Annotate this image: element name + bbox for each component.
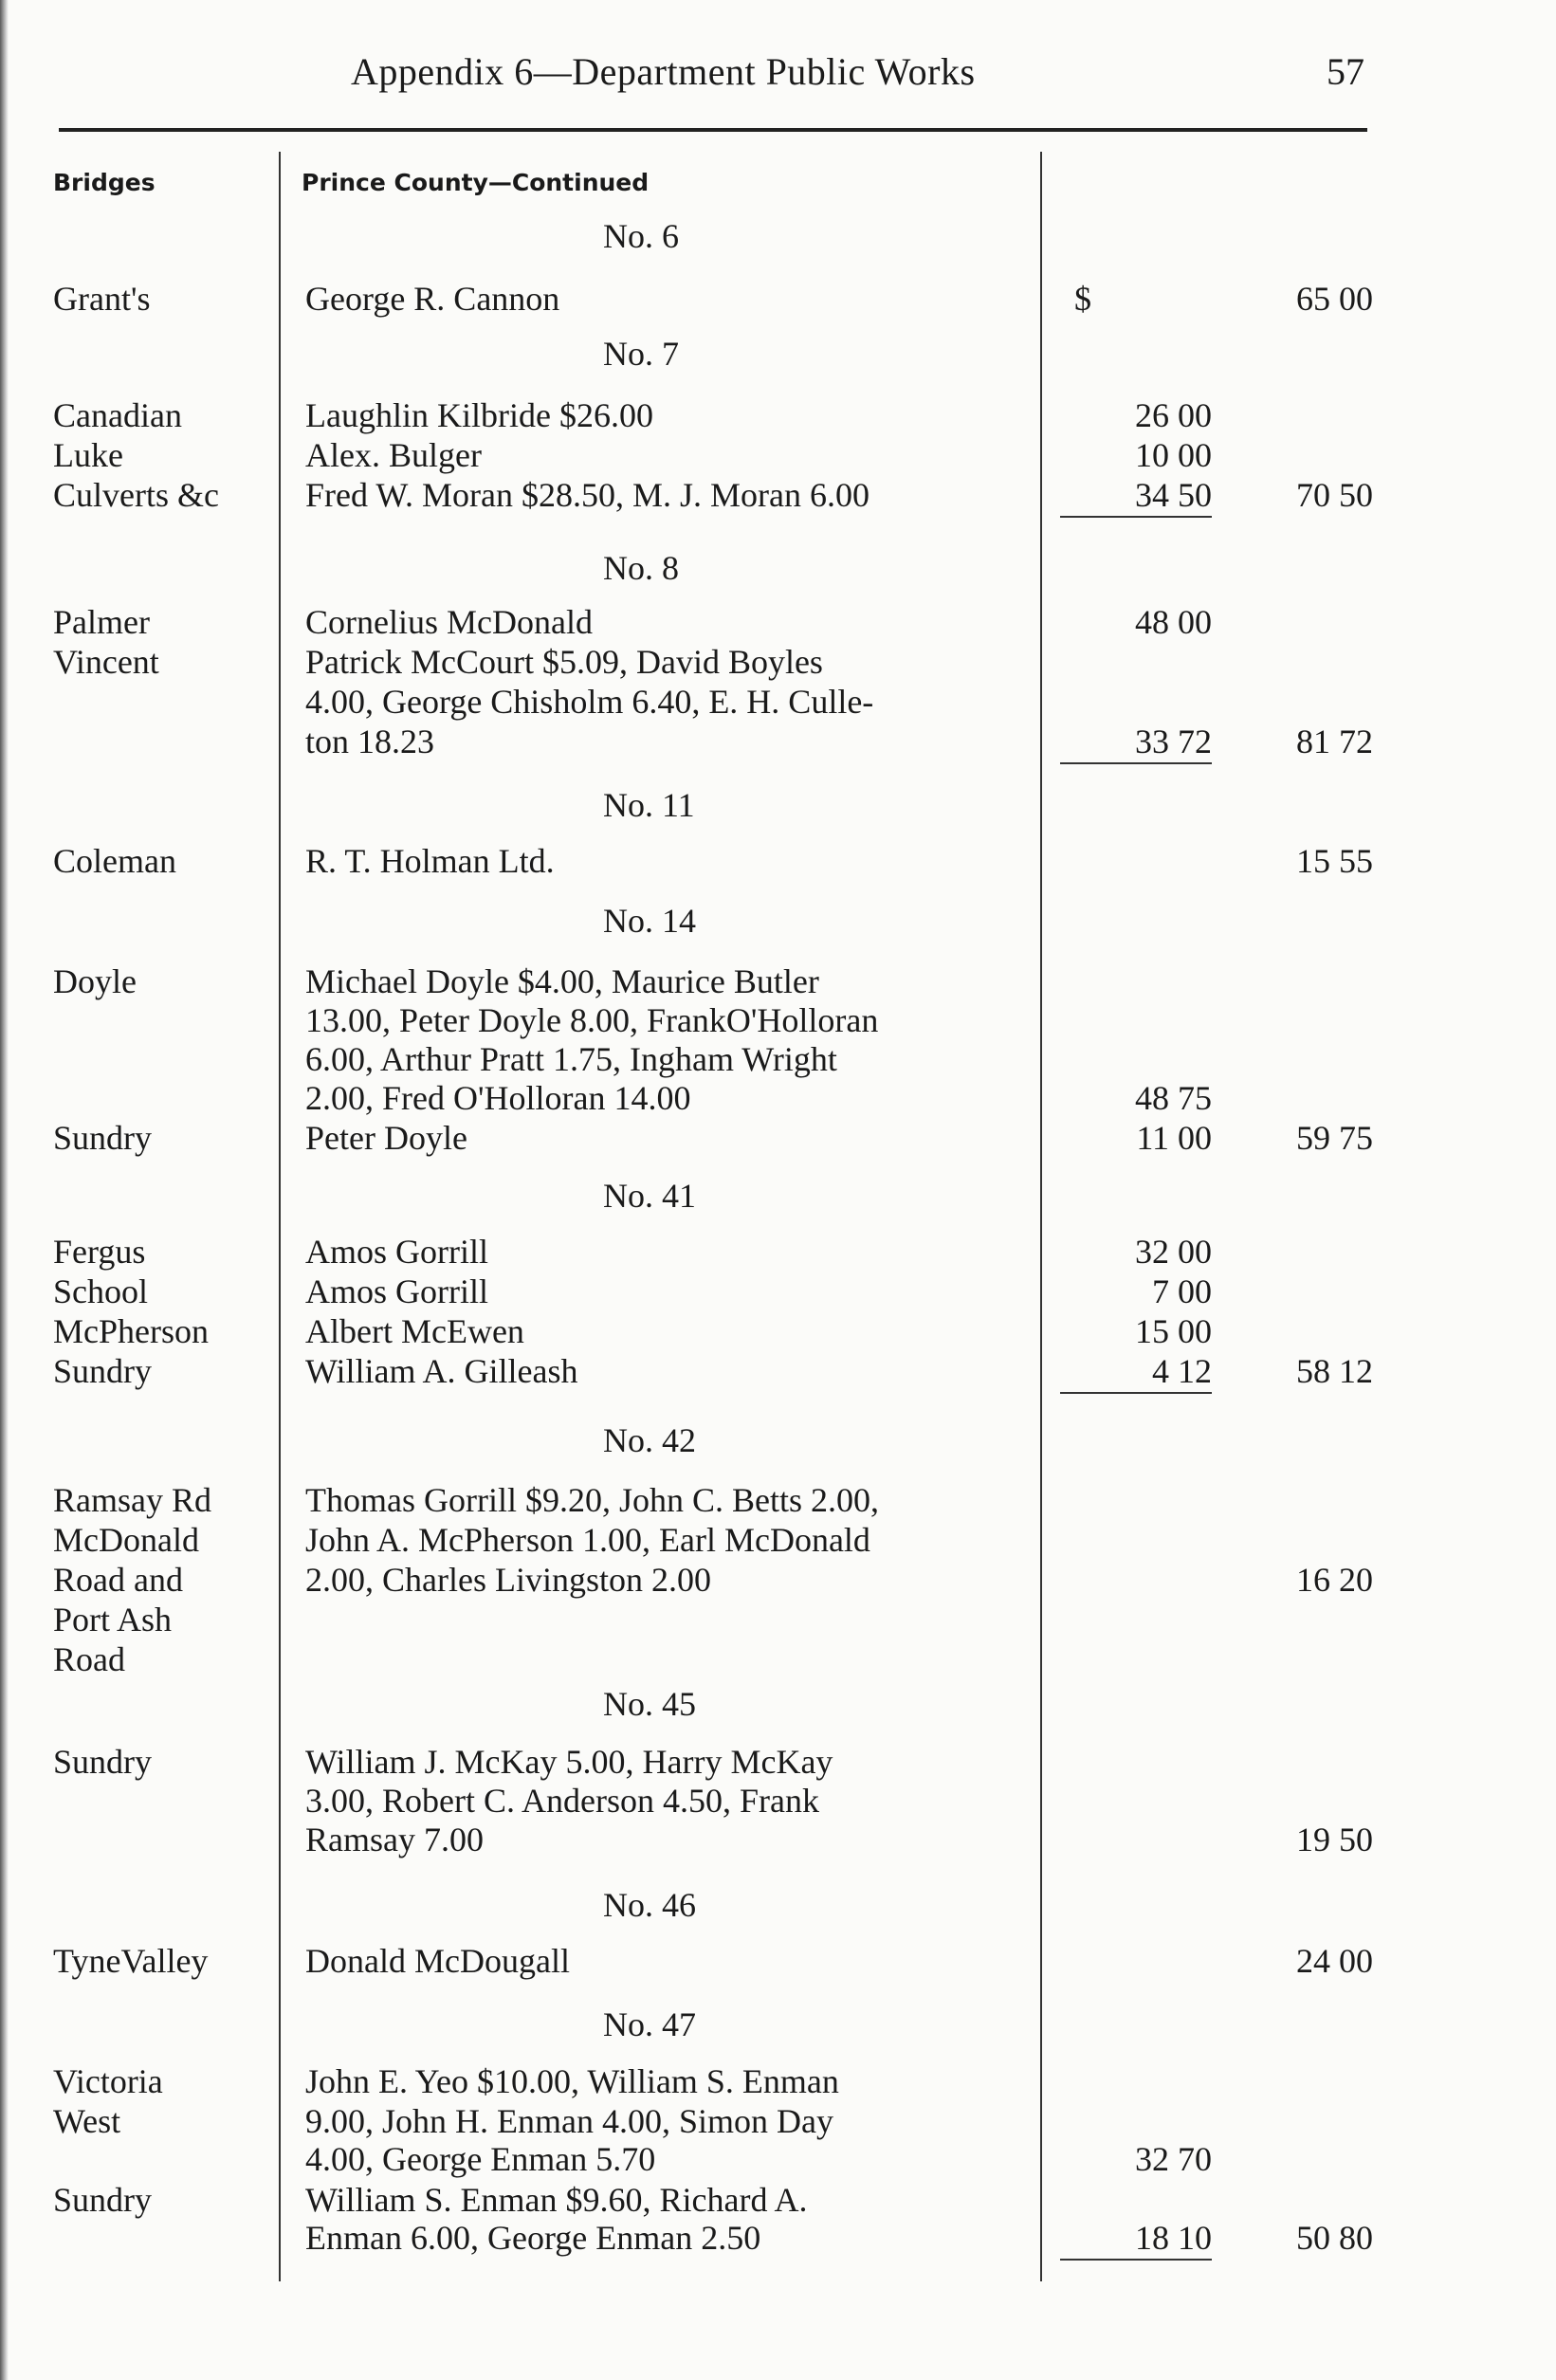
payee-line: 3.00, Robert C. Anderson 4.50, Frank [305,1782,819,1820]
payee-line: Fred W. Moran $28.50, M. J. Moran 6.00 [305,476,870,514]
payee-line: Albert McEwen [305,1312,524,1350]
page-title: Appendix 6—Department Public Works [351,50,976,93]
bridge-location: Road and [53,1561,183,1599]
item-amount: 33 72 [1135,723,1212,760]
bridge-location: Palmer [53,603,150,641]
bridge-location: West [53,2102,121,2140]
bridge-location: School [53,1272,149,1310]
section-total: 19 50 [1296,1821,1373,1858]
item-amount: 18 10 [1135,2219,1212,2257]
section-total: 24 00 [1296,1942,1373,1980]
header-rule [59,128,1367,132]
payee-line: 2.00, Charles Livingston 2.00 [305,1561,711,1599]
section-total: 15 55 [1296,842,1373,880]
payee-line: Ramsay 7.00 [305,1821,484,1858]
bridge-location: Sundry [53,1352,153,1390]
section-total: 59 75 [1296,1119,1373,1157]
item-amount: 10 00 [1135,436,1212,474]
subtotal-rule [1060,762,1212,764]
item-amount: 34 50 [1135,476,1212,514]
section-total: 50 80 [1296,2219,1373,2257]
column-divider-left [279,152,281,2281]
payee-line: 2.00, Fred O'Holloran 14.00 [305,1079,691,1117]
payee-line: William A. Gilleash [305,1352,578,1390]
section-number: No. 7 [603,335,679,373]
payee-line: R. T. Holman Ltd. [305,842,555,880]
item-amount: 48 75 [1135,1079,1212,1117]
column-heading-bridges: Bridges [53,169,156,196]
item-amount: 48 00 [1135,603,1212,641]
payee-line: 13.00, Peter Doyle 8.00, FrankO'Holloran [305,1001,879,1039]
subtotal-rule [1060,516,1212,518]
bridge-location: Grant's [53,280,151,318]
section-number: No. 45 [603,1685,696,1723]
payee-line: John A. McPherson 1.00, Earl McDonald [305,1521,870,1559]
payee-line: Thomas Gorrill $9.20, John C. Betts 2.00, [305,1481,879,1519]
payee-line: John E. Yeo $10.00, William S. Enman [305,2062,839,2100]
section-total: 58 12 [1296,1352,1373,1390]
section-number: No. 8 [603,549,679,587]
item-amount: 32 00 [1135,1233,1212,1271]
section-number: No. 47 [603,2005,696,2043]
section-number: No. 42 [603,1421,696,1459]
payee-line: Donald McDougall [305,1942,570,1980]
section-number: No. 41 [603,1177,696,1215]
section-total: 81 72 [1296,723,1373,760]
payee-line: William S. Enman $9.60, Richard A. [305,2181,808,2219]
bridge-location: Sundry [53,1743,153,1781]
bridge-location: Doyle [53,962,137,1000]
payee-line: Amos Gorrill [305,1272,488,1310]
bridge-location: Port Ash [53,1601,173,1639]
payee-line: 9.00, John H. Enman 4.00, Simon Day [305,2102,833,2140]
column-divider-right [1040,152,1042,2281]
column-heading-county: Prince County—Continued [302,169,650,196]
payee-line: Peter Doyle [305,1119,467,1157]
payee-line: Amos Gorrill [305,1233,488,1271]
bridge-location: Road [53,1640,125,1678]
bridge-location: Ramsay Rd [53,1481,211,1519]
bridge-location: Culverts &c [53,476,219,514]
item-amount: 7 00 [1152,1272,1212,1310]
bridge-location: Victoria [53,2062,163,2100]
bridge-location: TyneValley [53,1942,209,1980]
bridge-location: Vincent [53,643,159,681]
section-number: No. 6 [603,217,679,255]
subtotal-rule [1060,2259,1212,2261]
payee-line: 4.00, George Chisholm 6.40, E. H. Culle- [305,683,874,721]
item-amount: 26 00 [1135,396,1212,434]
payee-line: 6.00, Arthur Pratt 1.75, Ingham Wright [305,1040,837,1078]
item-amount: 11 00 [1136,1119,1212,1157]
section-total: 16 20 [1296,1561,1373,1599]
bridge-location: Sundry [53,2181,153,2219]
payee-line: Enman 6.00, George Enman 2.50 [305,2219,761,2257]
payee-line: ton 18.23 [305,723,435,760]
section-total: 65 00 [1296,280,1373,318]
payee-line: 4.00, George Enman 5.70 [305,2140,656,2178]
page-number: 57 [1327,50,1364,93]
bridge-location: Sundry [53,1119,153,1157]
bridge-location: Fergus [53,1233,146,1271]
item-amount: 15 00 [1135,1312,1212,1350]
payee-line: William J. McKay 5.00, Harry McKay [305,1743,833,1781]
section-total: 70 50 [1296,476,1373,514]
currency-symbol: $ [1074,280,1091,318]
bridge-location: McDonald [53,1521,199,1559]
payee-line: Patrick McCourt $5.09, David Boyles [305,643,823,681]
payee-line: Michael Doyle $4.00, Maurice Butler [305,962,819,1000]
subtotal-rule [1060,1392,1212,1394]
page-binding-edge [0,0,9,2380]
bridge-location: Coleman [53,842,176,880]
payee-line: George R. Cannon [305,280,560,318]
item-amount: 32 70 [1135,2140,1212,2178]
section-number: No. 11 [603,786,695,824]
payee-line: Cornelius McDonald [305,603,593,641]
bridge-location: McPherson [53,1312,209,1350]
payee-line: Laughlin Kilbride $26.00 [305,396,653,434]
bridge-location: Luke [53,436,123,474]
section-number: No. 14 [603,902,696,940]
section-number: No. 46 [603,1886,696,1924]
bridge-location: Canadian [53,396,182,434]
payee-line: Alex. Bulger [305,436,482,474]
item-amount: 4 12 [1152,1352,1212,1390]
